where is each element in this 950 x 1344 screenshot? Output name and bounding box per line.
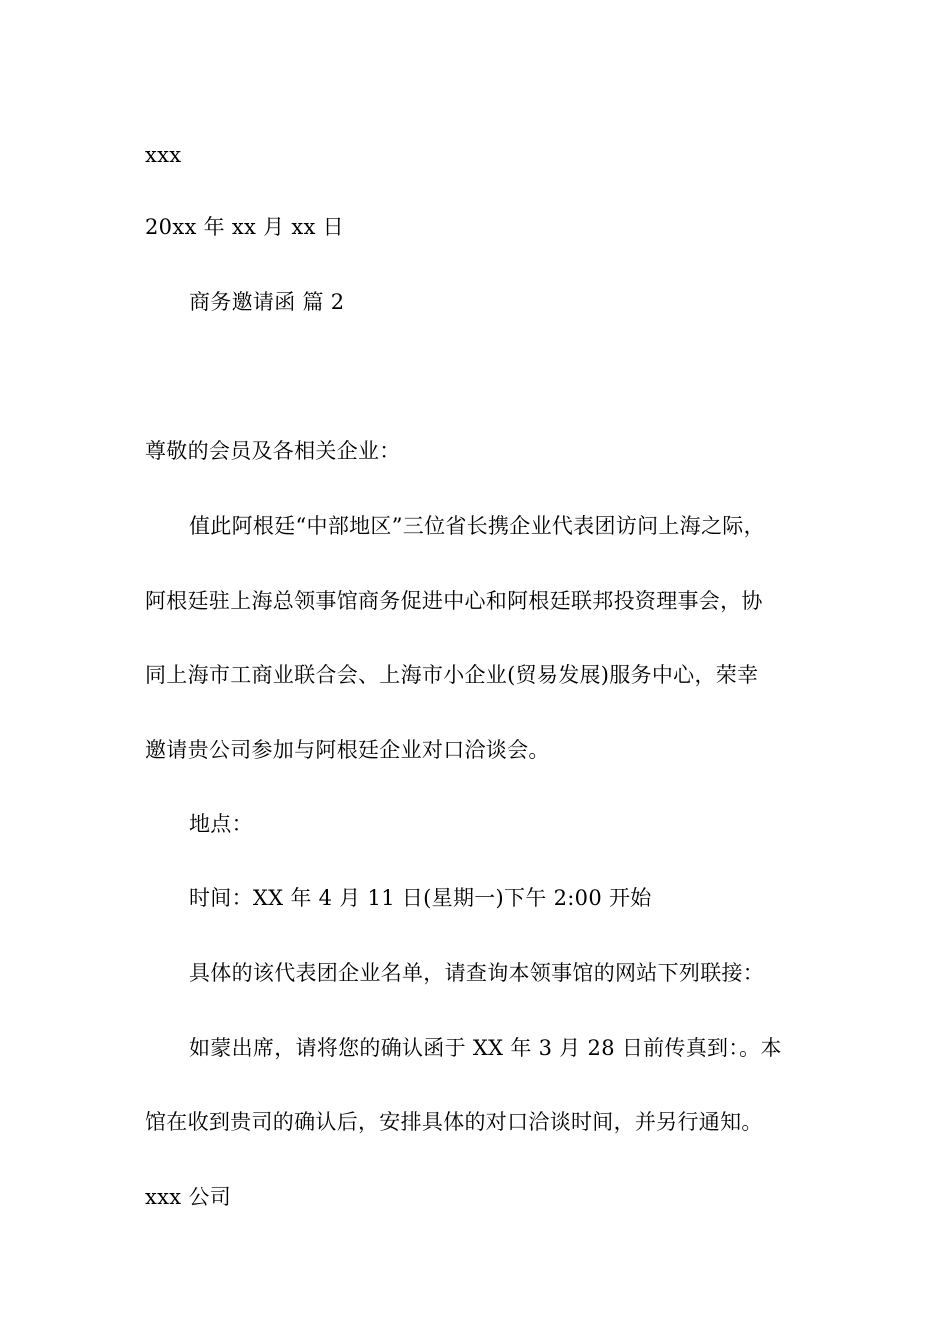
letter2-heading: 商务邀请函 篇 2: [189, 290, 345, 314]
rsvp-line-2: 馆在收到贵司的确认后，安排具体的对口洽谈时间，并另行通知。: [145, 1110, 763, 1134]
rsvp-line-1: 如蒙出席，请将您的确认函于 XX 年 3 月 28 日前传真到：。本: [189, 1036, 782, 1060]
letter2-signer: xxx 公司: [145, 1185, 232, 1209]
body-line-4: 邀请贵公司参加与阿根廷企业对口洽谈会。: [145, 738, 550, 762]
time-line: 时间：XX 年 4 月 11 日(星期一)下午 2:00 开始: [189, 886, 652, 910]
letter1-date: 20xx 年 xx 月 xx 日: [145, 215, 344, 239]
body-line-3: 同上海市工商业联合会、上海市小企业(贸易发展)服务中心，荣幸: [145, 663, 759, 687]
letter2-salutation: 尊敬的会员及各相关企业：: [145, 439, 401, 463]
location-line: 地点：: [189, 812, 253, 836]
letter1-signer: xxx: [145, 143, 182, 167]
body-line-1: 值此阿根廷“中部地区”三位省长携企业代表团访问上海之际，: [189, 514, 765, 538]
body-line-2: 阿根廷驻上海总领事馆商务促进中心和阿根廷联邦投资理事会，协: [145, 589, 763, 613]
list-note-line: 具体的该代表团企业名单，请查询本领事馆的网站下列联接：: [189, 961, 765, 985]
